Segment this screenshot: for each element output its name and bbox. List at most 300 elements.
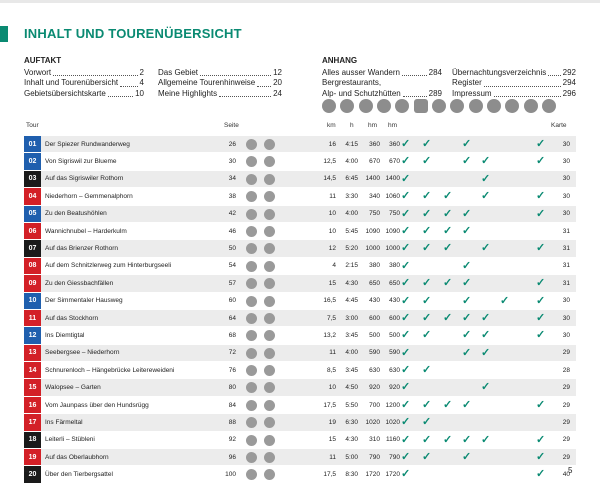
check-icon: ✓ — [422, 155, 432, 168]
header-hm-up: hm — [368, 122, 378, 129]
check-icon: ✓ — [422, 138, 432, 150]
tour-descent: 430 — [389, 297, 400, 305]
table-row[interactable] — [24, 223, 576, 240]
table-row[interactable] — [24, 153, 576, 170]
tour-number: 08 — [24, 258, 41, 274]
check-icon: ✓ — [443, 277, 453, 290]
tour-page: 26 — [228, 140, 236, 148]
page-number-left: 4 — [24, 466, 29, 475]
tour-page: 46 — [228, 227, 236, 235]
toc-line — [452, 68, 576, 79]
tour-descent: 920 — [389, 384, 400, 392]
tour-ascent: 590 — [369, 349, 380, 357]
check-icon: ✓ — [481, 242, 491, 255]
toc-label: Alles ausser Wandern — [322, 67, 400, 77]
check-icon: ✓ — [401, 398, 411, 411]
check-icon: ✓ — [481, 433, 491, 446]
toc-label: Inhalt und Tourenübersicht — [24, 78, 119, 87]
tour-feature-icon — [264, 330, 275, 341]
check-icon: ✓ — [536, 311, 546, 324]
tour-number: 04 — [24, 188, 41, 204]
check-icon: ✓ — [443, 311, 453, 324]
tour-feature-icon — [264, 435, 275, 446]
check-icon: ✓ — [481, 381, 491, 394]
check-icon: ✓ — [422, 242, 432, 255]
check-icon: ✓ — [422, 207, 432, 220]
check-icon: ✓ — [443, 190, 453, 203]
toc-page: 289 — [428, 88, 442, 98]
tour-type-icon — [246, 191, 257, 202]
toc-page: 296 — [562, 88, 576, 98]
tour-type-icon — [246, 348, 257, 359]
parking-icon — [395, 99, 409, 113]
check-icon: ✓ — [401, 468, 411, 481]
tour-km: 11 — [329, 349, 336, 357]
toc-page: 294 — [562, 78, 576, 87]
auftakt-section — [24, 56, 284, 99]
toc-line — [322, 68, 442, 79]
toc-label: Gebietsübersichtskarte — [24, 88, 106, 98]
toc-line — [158, 78, 282, 89]
tour-number: 02 — [24, 153, 41, 169]
tour-number: 09 — [24, 275, 41, 291]
tour-hours: 5:45 — [345, 227, 358, 235]
check-icon: ✓ — [443, 433, 453, 446]
tour-map: 30 — [562, 314, 570, 322]
auftakt-heading: AUFTAKT — [24, 56, 62, 65]
toc-dots — [200, 68, 271, 77]
toc-line — [24, 78, 144, 89]
toc-line — [158, 68, 282, 79]
tour-map: 30 — [562, 192, 570, 200]
tour-hours: 6:45 — [345, 175, 358, 183]
toc-label: Register — [452, 78, 482, 87]
distance-icon — [322, 99, 336, 113]
tour-km: 16,5 — [323, 297, 336, 305]
tour-hours: 4:50 — [345, 384, 358, 392]
tour-name: Zu den Giessbachfällen — [45, 279, 114, 287]
check-icon: ✓ — [462, 207, 472, 220]
tour-type-icon — [246, 435, 257, 446]
check-icon: ✓ — [500, 294, 510, 307]
check-icon: ✓ — [422, 190, 432, 203]
check-icon: ✓ — [481, 190, 491, 203]
tour-name: Der Spiezer Rundwanderweg — [45, 140, 130, 148]
check-icon: ✓ — [422, 416, 432, 429]
tour-descent: 1400 — [385, 175, 400, 183]
tour-hours: 3:45 — [345, 331, 358, 339]
tour-type-icon — [246, 278, 257, 289]
tour-hours: 3:30 — [345, 192, 358, 200]
tour-name: Auf das Oberlaubhorn — [45, 453, 109, 461]
tour-number: 14 — [24, 362, 41, 378]
check-icon: ✓ — [422, 433, 432, 446]
tour-descent: 670 — [389, 158, 400, 166]
check-icon: ✓ — [443, 207, 453, 220]
page-title: INHALT UND TOURENÜBERSICHT — [24, 26, 242, 41]
toc-page: 10 — [135, 88, 144, 98]
toc-label: Impressum — [452, 88, 492, 98]
check-icon: ✓ — [401, 294, 411, 307]
tour-ascent: 750 — [369, 210, 380, 218]
tour-type-icon — [246, 261, 257, 272]
tour-descent: 360 — [389, 140, 400, 148]
tour-number: 13 — [24, 345, 41, 361]
check-icon: ✓ — [401, 207, 411, 220]
tour-descent: 630 — [389, 366, 400, 374]
check-icon: ✓ — [536, 155, 546, 168]
check-icon: ✓ — [401, 416, 411, 429]
tour-name: Walopsee – Garten — [45, 384, 101, 392]
tour-name: Der Simmentaler Hausweg — [45, 297, 123, 305]
tour-km: 12 — [328, 245, 336, 253]
check-icon: ✓ — [536, 398, 546, 411]
check-icon: ✓ — [462, 224, 472, 237]
tour-feature-icon — [264, 243, 275, 254]
table-header — [24, 120, 576, 134]
tour-number: 06 — [24, 223, 41, 239]
tour-descent: 750 — [389, 210, 400, 218]
table-row[interactable] — [24, 327, 576, 344]
tour-ascent: 1090 — [365, 227, 380, 235]
tour-ascent: 1720 — [365, 471, 380, 479]
table-row[interactable] — [24, 397, 576, 414]
tour-hours: 4:15 — [345, 140, 358, 148]
tour-descent: 1160 — [386, 436, 400, 444]
table-row[interactable] — [24, 345, 576, 362]
descent-icon — [377, 99, 391, 113]
tour-descent: 1000 — [385, 245, 400, 253]
check-icon: ✓ — [443, 398, 453, 411]
anhang-section — [322, 56, 576, 99]
toc-dots — [108, 89, 133, 98]
table-row[interactable] — [24, 275, 576, 292]
check-icon: ✓ — [536, 242, 546, 255]
check-icon: ✓ — [462, 155, 472, 168]
toc-line — [24, 89, 144, 100]
check-icon: ✓ — [401, 155, 411, 168]
toc-label: Alp- und Schutzhütten — [322, 88, 401, 98]
tour-name: Ins Diemtigtal — [45, 331, 85, 339]
check-icon: ✓ — [536, 190, 546, 203]
tour-feature-icon — [264, 226, 275, 237]
toc-line — [24, 68, 144, 79]
tour-page: 38 — [228, 192, 236, 200]
tour-ascent: 790 — [369, 453, 380, 461]
toc-dots — [402, 68, 427, 77]
tour-page: 92 — [228, 436, 236, 444]
tour-type-icon — [246, 174, 257, 185]
tour-feature-icon — [264, 365, 275, 376]
toc-label: Meine Highlights — [158, 88, 218, 98]
check-icon: ✓ — [401, 381, 411, 394]
tour-type-icon — [246, 156, 257, 167]
tour-hours: 5:20 — [345, 245, 358, 253]
check-icon: ✓ — [462, 346, 472, 359]
header-karte: Karte — [551, 122, 567, 129]
tour-ascent: 340 — [369, 192, 380, 200]
tour-page: 80 — [228, 384, 236, 392]
tour-number: 15 — [24, 379, 41, 395]
tour-feature-icon — [264, 209, 275, 220]
tour-ascent: 1400 — [365, 175, 380, 183]
family-icon — [524, 99, 538, 113]
tour-feature-icon — [264, 139, 275, 150]
tour-page: 30 — [228, 158, 236, 166]
table-row[interactable] — [24, 362, 576, 379]
tour-type-icon — [246, 296, 257, 307]
tour-name: Schnurenloch – Hängebrücke Leitereweideni — [45, 366, 175, 374]
check-icon: ✓ — [422, 277, 432, 290]
check-icon: ✓ — [401, 433, 411, 446]
tour-hours: 2:15 — [345, 262, 358, 270]
tour-map: 30 — [562, 210, 570, 218]
check-icon: ✓ — [422, 311, 432, 324]
tour-ascent: 360 — [369, 140, 380, 148]
toc-label: Das Gebiet — [158, 67, 199, 77]
tour-hours: 5:50 — [345, 401, 358, 409]
toc-line — [322, 89, 442, 100]
tour-map: 29 — [562, 349, 570, 357]
tour-page: 60 — [228, 297, 236, 305]
check-icon: ✓ — [462, 138, 472, 150]
toc-dots — [120, 78, 137, 87]
toc-page: 4 — [139, 78, 144, 87]
tour-km: 10 — [328, 227, 336, 235]
tour-km: 15 — [328, 436, 336, 444]
check-icon: ✓ — [536, 138, 546, 150]
toc-label: Vorwort — [24, 67, 52, 77]
toc-dots — [403, 89, 427, 98]
tour-type-icon — [246, 226, 257, 237]
tour-number: 10 — [24, 293, 41, 309]
tour-km: 11 — [329, 192, 336, 200]
tour-feature-icon — [264, 400, 275, 411]
tour-page: 50 — [228, 245, 236, 253]
check-icon: ✓ — [401, 311, 411, 324]
tour-feature-icon — [264, 313, 275, 324]
clock-icon — [340, 99, 354, 113]
tour-number: 12 — [24, 327, 41, 343]
table-row[interactable] — [24, 432, 576, 449]
tour-hours: 5:00 — [345, 453, 358, 461]
legend-icons — [322, 99, 556, 115]
tour-km: 15 — [328, 279, 336, 287]
tour-name: Wannichnubel – Harderkulm — [45, 227, 127, 235]
tour-map: 29 — [562, 436, 570, 444]
tour-ascent: 630 — [369, 366, 380, 374]
tour-ascent: 650 — [369, 279, 380, 287]
check-icon: ✓ — [462, 451, 472, 464]
tour-hours: 6:30 — [345, 418, 358, 426]
toc-line — [452, 78, 576, 89]
check-icon: ✓ — [481, 311, 491, 324]
tour-map: 30 — [562, 140, 570, 148]
tour-number: 01 — [24, 136, 41, 152]
check-icon: ✓ — [401, 277, 411, 290]
tour-hours: 4:45 — [345, 297, 358, 305]
tour-type-icon — [246, 313, 257, 324]
tour-hours: 4:00 — [345, 349, 358, 357]
toc-line — [158, 89, 282, 100]
table-row[interactable] — [24, 188, 576, 205]
cable-car-icon — [432, 99, 446, 113]
tour-page: 57 — [228, 279, 236, 287]
table-row[interactable] — [24, 293, 576, 310]
tour-number: 19 — [24, 449, 41, 465]
toc-dots — [484, 78, 561, 87]
tour-feature-icon — [264, 278, 275, 289]
toc-page: 2 — [139, 67, 144, 77]
tour-km: 19 — [328, 418, 336, 426]
tour-page: 76 — [228, 366, 236, 374]
tour-map: 29 — [562, 453, 570, 461]
check-icon: ✓ — [536, 277, 546, 290]
tour-hours: 3:00 — [345, 314, 358, 322]
tour-ascent: 600 — [369, 314, 380, 322]
tour-feature-icon — [264, 191, 275, 202]
check-icon: ✓ — [401, 242, 411, 255]
tour-number: 03 — [24, 171, 41, 187]
check-icon: ✓ — [536, 468, 546, 481]
tour-name: Auf das Sigriswiler Rothorn — [45, 175, 124, 183]
tour-map: 28 — [562, 366, 570, 374]
tour-feature-icon — [264, 382, 275, 393]
tour-km: 10 — [328, 210, 336, 218]
tour-km: 13,2 — [323, 331, 336, 339]
tour-name: Seebergsee – Niederhorn — [45, 349, 120, 357]
check-icon: ✓ — [481, 172, 491, 185]
tour-page: 34 — [228, 175, 236, 183]
tour-km: 11 — [329, 453, 336, 461]
tour-descent: 650 — [389, 279, 400, 287]
tour-feature-icon — [264, 296, 275, 307]
tour-map: 31 — [562, 262, 570, 270]
table-row[interactable] — [24, 258, 576, 275]
check-icon: ✓ — [462, 398, 472, 411]
check-icon: ✓ — [401, 190, 411, 203]
tour-type-icon — [246, 365, 257, 376]
tour-hours: 8:30 — [345, 471, 358, 479]
tour-km: 17,5 — [323, 401, 336, 409]
table-row[interactable] — [24, 206, 576, 223]
check-icon: ✓ — [536, 207, 546, 220]
tour-name: Zu den Beatushöhlen — [45, 210, 107, 218]
tour-hours: 4:30 — [345, 436, 358, 444]
bike-icon — [505, 99, 519, 113]
tour-km: 14,5 — [323, 175, 336, 183]
header-seite: Seite — [224, 122, 239, 129]
tour-hours: 3:45 — [345, 366, 358, 374]
tour-number: 07 — [24, 240, 41, 256]
tour-page: 88 — [228, 418, 236, 426]
toc-page: 24 — [273, 88, 282, 98]
table-row[interactable] — [24, 171, 576, 188]
tour-descent: 380 — [389, 262, 400, 270]
table-row[interactable] — [24, 240, 576, 257]
anhang-col2 — [452, 68, 576, 100]
tour-type-icon — [246, 209, 257, 220]
tour-ascent: 1000 — [365, 245, 380, 253]
check-icon: ✓ — [401, 451, 411, 464]
tour-feature-icon — [264, 261, 275, 272]
tour-feature-icon — [264, 469, 275, 480]
table-row[interactable] — [24, 136, 576, 153]
bus-icon — [414, 99, 428, 113]
tour-ascent: 670 — [369, 158, 380, 166]
tour-map: 31 — [562, 279, 570, 287]
tour-page: 64 — [228, 314, 236, 322]
toc-page: 292 — [562, 67, 576, 77]
tour-hours: 4:30 — [345, 279, 358, 287]
tour-feature-icon — [264, 348, 275, 359]
tour-feature-icon — [264, 174, 275, 185]
table-row[interactable] — [24, 379, 576, 396]
tour-feature-icon — [264, 156, 275, 167]
tour-map: 30 — [562, 158, 570, 166]
anhang-heading: ANHANG — [322, 56, 358, 65]
check-icon: ✓ — [422, 364, 432, 377]
check-icon: ✓ — [481, 155, 491, 168]
check-icon: ✓ — [443, 242, 453, 255]
tour-map: 30 — [562, 331, 570, 339]
tour-type-icon — [246, 330, 257, 341]
tour-name: Auf das Stockhorn — [45, 314, 99, 322]
tour-descent: 1200 — [385, 401, 400, 409]
check-icon: ✓ — [462, 311, 472, 324]
tour-type-icon — [246, 452, 257, 463]
tour-hours: 4:00 — [345, 158, 358, 166]
hut-icon — [469, 99, 483, 113]
table-row[interactable] — [24, 414, 576, 431]
toc-dots — [257, 78, 271, 87]
tour-descent: 1060 — [385, 192, 400, 200]
tour-km: 7,5 — [326, 314, 336, 322]
toc-label: Allgemeine Tourenhinweise — [158, 78, 256, 87]
tour-number: 16 — [24, 397, 41, 413]
tour-name: Auf dem Schnitzlerweg zum Hinterburgseeli — [45, 262, 172, 270]
tour-map: 30 — [562, 297, 570, 305]
table-row[interactable] — [24, 466, 576, 483]
tour-map: 29 — [562, 384, 570, 392]
tour-page: 72 — [228, 349, 236, 357]
tour-type-icon — [246, 243, 257, 254]
check-icon: ✓ — [462, 259, 472, 272]
tour-feature-icon — [264, 417, 275, 428]
tour-map: 29 — [562, 418, 570, 426]
top-rule — [0, 0, 600, 3]
tour-number: 11 — [24, 310, 41, 326]
tour-name: Von Sigriswil zur Blueme — [45, 158, 117, 166]
tour-map: 30 — [562, 175, 570, 183]
table-row[interactable] — [24, 310, 576, 327]
tour-descent: 1020 — [385, 418, 400, 426]
tour-km: 8,5 — [326, 366, 336, 374]
page-number-right: 5 — [568, 466, 573, 475]
table-row[interactable] — [24, 449, 576, 466]
toc-line — [452, 89, 576, 100]
tour-km: 4 — [332, 262, 336, 270]
tour-page: 42 — [228, 210, 236, 218]
tour-number: 20 — [24, 466, 41, 482]
winter-icon — [487, 99, 501, 113]
tour-descent: 500 — [389, 331, 400, 339]
tour-type-icon — [246, 469, 257, 480]
check-icon: ✓ — [462, 294, 472, 307]
tour-map: 31 — [562, 227, 570, 235]
header-h: h — [350, 122, 354, 129]
tour-page: 54 — [228, 262, 236, 270]
